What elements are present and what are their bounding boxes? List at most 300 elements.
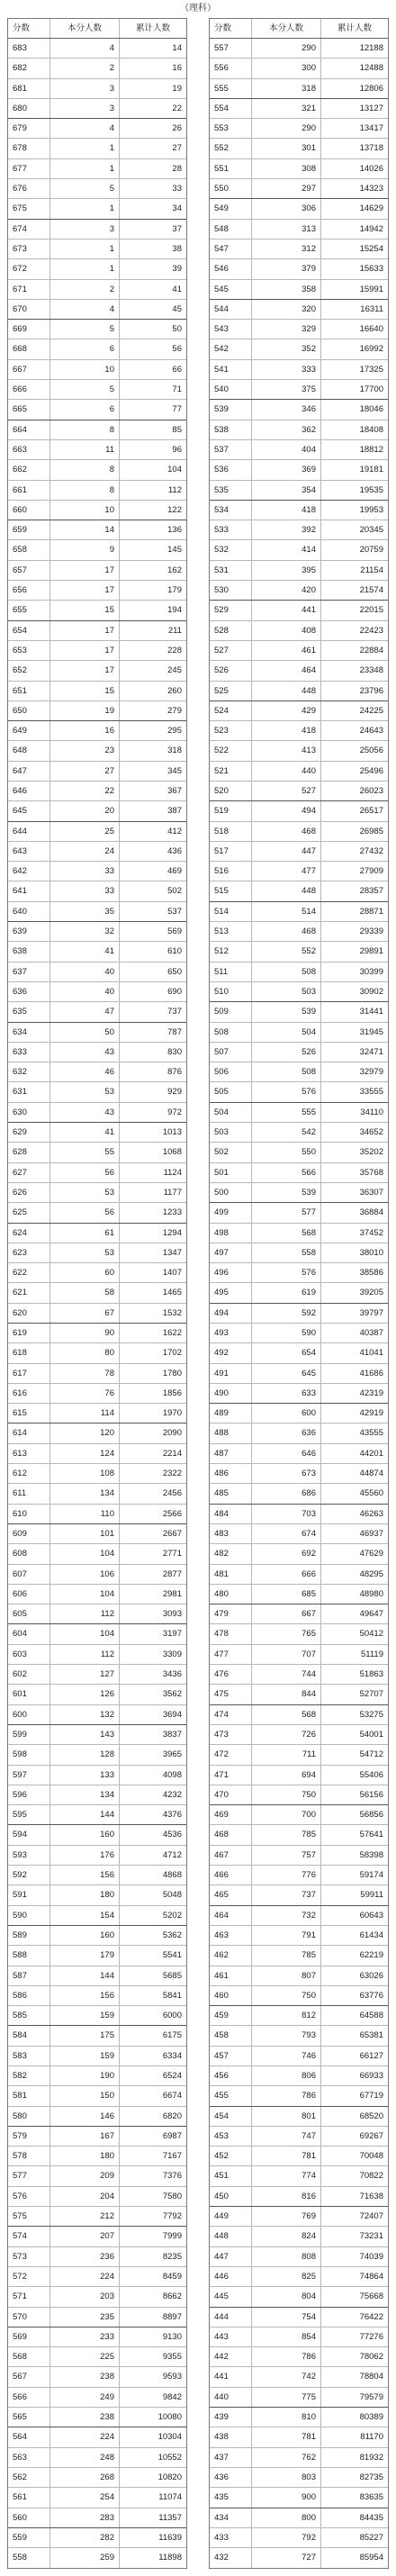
count-cell: 3 [50, 220, 119, 239]
count-cell: 209 [50, 2166, 119, 2185]
score-cell: 557 [214, 43, 229, 53]
table-row [8, 2488, 186, 2508]
table-row [8, 601, 186, 620]
cumulative-cell: 74039 [320, 2247, 388, 2266]
table-row [8, 2026, 186, 2046]
score-cell: 579 [13, 2130, 27, 2141]
count-cell: 568 [251, 1224, 320, 1243]
count-cell: 144 [50, 1966, 119, 1985]
score-cell: 437 [214, 2452, 229, 2463]
cumulative-cell: 63776 [320, 1986, 388, 2005]
count-cell: 4 [50, 300, 119, 319]
score-cell: 635 [13, 1007, 27, 1017]
cumulative-cell: 54712 [320, 1745, 388, 1764]
count-cell: 25 [50, 822, 119, 841]
score-cell: 534 [214, 504, 229, 515]
score-cell: 501 [214, 1167, 229, 1178]
cumulative-cell: 3965 [119, 1745, 186, 1764]
table-row [210, 1183, 388, 1203]
cumulative-cell: 1013 [119, 1123, 186, 1142]
score-cell: 539 [214, 404, 229, 415]
score-cell: 457 [214, 2050, 229, 2061]
score-cell: 450 [214, 2191, 229, 2201]
table-row [210, 2026, 388, 2046]
table-row [8, 2408, 186, 2427]
cumulative-cell: 145 [119, 540, 186, 559]
table-row [8, 2388, 186, 2408]
count-cell: 793 [251, 2026, 320, 2045]
count-cell: 825 [251, 2267, 320, 2286]
score-cell: 591 [13, 1890, 27, 1901]
count-cell: 67 [50, 1304, 119, 1323]
count-cell: 235 [50, 2308, 119, 2327]
table-row [210, 1424, 388, 1443]
score-cell: 678 [13, 143, 27, 154]
table-row [210, 1283, 388, 1303]
count-cell: 633 [251, 1384, 320, 1403]
table-row [8, 1343, 186, 1363]
count-cell: 160 [50, 1926, 119, 1945]
table-row [210, 1243, 388, 1263]
table-row [210, 881, 388, 901]
count-cell: 2 [50, 59, 119, 77]
cumulative-cell: 11898 [119, 2548, 186, 2568]
cumulative-cell: 12806 [320, 79, 388, 98]
table-row [8, 721, 186, 741]
score-cell: 676 [13, 184, 27, 194]
score-cell: 478 [214, 1629, 229, 1640]
cumulative-cell: 45 [119, 300, 186, 319]
table-row [210, 2047, 388, 2066]
cumulative-cell: 8235 [119, 2247, 186, 2266]
table-row [8, 782, 186, 801]
count-cell: 128 [50, 1745, 119, 1764]
count-cell: 1 [50, 199, 119, 218]
table-row [8, 1384, 186, 1404]
cumulative-cell: 44874 [320, 1464, 388, 1483]
cumulative-cell: 211 [119, 621, 186, 640]
count-cell: 726 [251, 1725, 320, 1744]
count-cell: 101 [50, 1524, 119, 1543]
cumulative-cell: 77 [119, 400, 186, 419]
score-cell: 601 [13, 1689, 27, 1700]
count-cell: 134 [50, 1785, 119, 1804]
score-cell: 474 [214, 1709, 229, 1720]
cumulative-cell: 2771 [119, 1544, 186, 1563]
score-cell: 483 [214, 1528, 229, 1539]
count-cell: 180 [50, 1885, 119, 1904]
table-row [8, 1364, 186, 1384]
table-row [8, 2166, 186, 2186]
table-row [210, 601, 388, 620]
table-header-row [210, 19, 388, 39]
cumulative-cell: 6334 [119, 2047, 186, 2065]
table-row [8, 1585, 186, 1604]
count-cell: 757 [251, 1846, 320, 1865]
count-cell: 132 [50, 1705, 119, 1724]
count-cell: 750 [251, 1785, 320, 1804]
score-cell: 622 [13, 1268, 27, 1279]
score-cell: 550 [214, 184, 229, 194]
table-row [210, 481, 388, 501]
cumulative-cell: 22015 [320, 601, 388, 619]
cumulative-cell: 11074 [119, 2488, 186, 2507]
cumulative-cell: 69267 [320, 2127, 388, 2146]
table-row [8, 641, 186, 661]
count-cell: 514 [251, 902, 320, 921]
table-row [210, 1082, 388, 1102]
table-row [210, 1885, 388, 1905]
count-cell: 159 [50, 2006, 119, 2025]
count-cell: 41 [50, 942, 119, 961]
count-cell: 180 [50, 2147, 119, 2165]
table-row [210, 1846, 388, 1866]
count-cell: 526 [251, 1043, 320, 1062]
count-cell: 133 [50, 1766, 119, 1785]
score-cell: 666 [13, 384, 27, 395]
cumulative-cell: 75668 [320, 2287, 388, 2306]
score-cell: 525 [214, 685, 229, 696]
cumulative-cell: 48295 [320, 1565, 388, 1584]
cumulative-cell: 22 [119, 99, 186, 118]
count-cell: 154 [50, 1906, 119, 1925]
count-cell: 126 [50, 1685, 119, 1704]
table-row [210, 1725, 388, 1745]
count-cell: 306 [251, 199, 320, 218]
count-cell: 566 [251, 1163, 320, 1182]
count-cell: 673 [251, 1464, 320, 1483]
score-cell: 489 [214, 1408, 229, 1419]
score-cell: 475 [214, 1689, 229, 1700]
table-row [210, 2187, 388, 2207]
count-cell: 308 [251, 159, 320, 178]
score-cell: 608 [13, 1549, 27, 1559]
count-cell: 207 [50, 2227, 119, 2246]
score-cell: 586 [13, 1990, 27, 2001]
count-cell: 301 [251, 139, 320, 158]
score-cell: 648 [13, 746, 27, 756]
count-cell: 900 [251, 2488, 320, 2507]
score-cell: 497 [214, 1247, 229, 1258]
cumulative-cell: 76422 [320, 2308, 388, 2327]
score-cell: 528 [214, 625, 229, 636]
score-cell: 583 [13, 2050, 27, 2061]
score-cell: 613 [13, 1448, 27, 1459]
cumulative-cell: 18046 [320, 400, 388, 419]
count-cell: 700 [251, 1805, 320, 1824]
cumulative-cell: 14629 [320, 199, 388, 218]
table-row [210, 661, 388, 681]
cumulative-cell: 46263 [320, 1505, 388, 1523]
score-cell: 628 [13, 1147, 27, 1158]
count-cell: 568 [251, 1705, 320, 1724]
table-row [8, 1424, 186, 1443]
cumulative-cell: 9355 [119, 2347, 186, 2366]
table-row [210, 1263, 388, 1283]
count-cell: 395 [251, 561, 320, 580]
table-row [210, 1123, 388, 1143]
score-cell: 616 [13, 1387, 27, 1398]
count-cell: 742 [251, 2367, 320, 2386]
score-cell: 477 [214, 1649, 229, 1659]
count-cell: 413 [251, 741, 320, 760]
count-cell: 555 [251, 1103, 320, 1122]
table-row [8, 420, 186, 440]
table-row [8, 581, 186, 601]
cumulative-cell: 569 [119, 922, 186, 941]
count-cell: 429 [251, 701, 320, 720]
cumulative-cell: 20759 [320, 540, 388, 559]
count-cell: 17 [50, 581, 119, 600]
cumulative-cell: 41686 [320, 1364, 388, 1383]
table-row [210, 99, 388, 119]
score-cell: 634 [13, 1026, 27, 1037]
cumulative-cell: 65381 [320, 2026, 388, 2045]
table-row [8, 39, 186, 59]
cumulative-cell: 58398 [320, 1846, 388, 1865]
table-row [8, 842, 186, 862]
cumulative-cell: 41041 [320, 1343, 388, 1362]
table-row [210, 762, 388, 782]
table-row [210, 1585, 388, 1604]
table-row [210, 220, 388, 240]
table-row [210, 2528, 388, 2548]
score-cell: 636 [13, 986, 27, 997]
table-row [8, 2367, 186, 2387]
table-row [8, 2287, 186, 2307]
score-cell: 540 [214, 384, 229, 395]
count-cell: 542 [251, 1123, 320, 1142]
cumulative-cell: 16640 [320, 320, 388, 339]
table-row [210, 501, 388, 520]
table-row [8, 2107, 186, 2127]
cumulative-cell: 36884 [320, 1203, 388, 1222]
table-row [8, 2347, 186, 2367]
score-cell: 461 [214, 1970, 229, 1981]
count-cell: 156 [50, 1866, 119, 1885]
table-row [210, 1604, 388, 1624]
count-cell: 786 [251, 2347, 320, 2366]
table-row [210, 581, 388, 601]
score-cell: 574 [13, 2231, 27, 2242]
table-header-row [8, 19, 186, 39]
table-row [8, 1926, 186, 1946]
table-row [8, 2187, 186, 2207]
cumulative-cell: 44201 [320, 1444, 388, 1463]
count-cell: 590 [251, 1324, 320, 1342]
count-cell: 212 [50, 2207, 119, 2226]
score-cell: 466 [214, 1870, 229, 1881]
cumulative-cell: 82735 [320, 2468, 388, 2487]
count-cell: 179 [50, 1946, 119, 1965]
count-cell: 785 [251, 1946, 320, 1965]
table-row [8, 1624, 186, 1644]
cumulative-cell: 33 [119, 179, 186, 198]
cumulative-cell: 1177 [119, 1183, 186, 1202]
cumulative-cell: 5202 [119, 1906, 186, 1925]
score-cell: 560 [13, 2512, 27, 2523]
table-row [210, 2388, 388, 2408]
score-cell: 473 [214, 1729, 229, 1740]
cumulative-cell: 56 [119, 339, 186, 358]
table-row [8, 1203, 186, 1223]
cumulative-cell: 51119 [320, 1645, 388, 1664]
count-cell: 110 [50, 1505, 119, 1523]
score-cell: 476 [214, 1669, 229, 1680]
count-cell: 60 [50, 1263, 119, 1282]
table-row [8, 661, 186, 681]
table-row [8, 1444, 186, 1464]
count-cell: 404 [251, 440, 320, 459]
count-cell: 297 [251, 179, 320, 198]
score-cell: 547 [214, 243, 229, 254]
table-row [210, 862, 388, 881]
count-cell: 17 [50, 661, 119, 680]
score-cell: 508 [214, 1026, 229, 1037]
cumulative-cell: 80389 [320, 2408, 388, 2427]
count-cell: 225 [50, 2347, 119, 2366]
score-cell: 541 [214, 364, 229, 375]
count-cell: 503 [251, 982, 320, 1001]
count-cell: 808 [251, 2247, 320, 2266]
table-row [8, 1885, 186, 1905]
cumulative-cell: 10080 [119, 2408, 186, 2427]
cumulative-cell: 50 [119, 320, 186, 339]
table-row [210, 420, 388, 440]
table-row [8, 2207, 186, 2227]
table-row [210, 1805, 388, 1825]
score-cell: 548 [214, 223, 229, 234]
table-row [8, 259, 186, 279]
score-cell: 512 [214, 946, 229, 957]
table-row [8, 159, 186, 179]
cumulative-cell: 13417 [320, 119, 388, 138]
table-row [8, 881, 186, 901]
table-row [8, 1023, 186, 1043]
cumulative-cell: 1465 [119, 1283, 186, 1302]
table-row [8, 2548, 186, 2568]
count-cell: 791 [251, 1926, 320, 1945]
score-cell: 633 [13, 1046, 27, 1057]
score-cell: 624 [13, 1227, 27, 1238]
cumulative-cell: 690 [119, 982, 186, 1001]
column-header-score: 分数 [13, 23, 31, 33]
count-cell: 592 [251, 1304, 320, 1323]
score-cell: 626 [13, 1187, 27, 1198]
table-row [210, 922, 388, 942]
score-cell: 575 [13, 2211, 27, 2222]
table-row [210, 842, 388, 862]
table-row [8, 240, 186, 259]
table-row [8, 682, 186, 701]
table-row [210, 2448, 388, 2468]
cumulative-cell: 6524 [119, 2066, 186, 2085]
cumulative-cell: 16 [119, 59, 186, 77]
count-cell: 464 [251, 661, 320, 680]
table-row [210, 1524, 388, 1544]
count-cell: 24 [50, 842, 119, 861]
table-row [8, 1002, 186, 1022]
score-cell: 681 [13, 83, 27, 94]
cumulative-cell: 7792 [119, 2207, 186, 2226]
cumulative-cell: 42319 [320, 1384, 388, 1403]
score-cell: 657 [13, 565, 27, 575]
table-row [210, 1645, 388, 1665]
table-row [8, 2308, 186, 2327]
count-cell: 468 [251, 922, 320, 941]
table-row [210, 400, 388, 420]
score-cell: 518 [214, 826, 229, 836]
count-cell: 816 [251, 2187, 320, 2206]
count-cell: 646 [251, 1444, 320, 1463]
table-row [210, 2166, 388, 2186]
table-row [8, 1825, 186, 1845]
table-row [210, 1906, 388, 1926]
score-cell: 549 [214, 203, 229, 214]
score-cell: 644 [13, 826, 27, 836]
cumulative-cell: 38586 [320, 1263, 388, 1282]
score-cell: 455 [214, 2091, 229, 2101]
cumulative-cell: 19181 [320, 460, 388, 479]
score-cell: 511 [214, 966, 229, 977]
cumulative-cell: 70048 [320, 2147, 388, 2165]
cumulative-cell: 6000 [119, 2006, 186, 2025]
table-row [210, 741, 388, 761]
count-cell: 6 [50, 339, 119, 358]
count-cell: 46 [50, 1062, 119, 1081]
cumulative-cell: 876 [119, 1062, 186, 1081]
count-cell: 313 [251, 220, 320, 239]
score-cell: 580 [13, 2111, 27, 2121]
table-row [210, 1043, 388, 1062]
count-cell: 674 [251, 1524, 320, 1543]
table-row [8, 280, 186, 300]
cumulative-cell: 70822 [320, 2166, 388, 2185]
table-row [210, 1444, 388, 1464]
score-cell: 505 [214, 1087, 229, 1098]
score-cell: 646 [13, 785, 27, 796]
table-row [8, 2066, 186, 2086]
cumulative-cell: 50412 [320, 1624, 388, 1643]
cumulative-cell: 28357 [320, 881, 388, 900]
cumulative-cell: 162 [119, 561, 186, 580]
score-cell: 458 [214, 2030, 229, 2041]
table-row [210, 2548, 388, 2568]
cumulative-cell: 5685 [119, 1966, 186, 1985]
table-row [8, 2147, 186, 2166]
cumulative-cell: 96 [119, 440, 186, 459]
score-cell: 584 [13, 2030, 27, 2041]
table-row [8, 1524, 186, 1544]
cumulative-cell: 55406 [320, 1766, 388, 1785]
cumulative-cell: 38 [119, 240, 186, 258]
count-cell: 636 [251, 1424, 320, 1442]
table-row [8, 741, 186, 761]
cumulative-cell: 228 [119, 641, 186, 660]
score-cell: 625 [13, 1207, 27, 1218]
count-cell: 160 [50, 1825, 119, 1844]
table-row [210, 1002, 388, 1022]
table-row [210, 2207, 388, 2227]
cumulative-cell: 11639 [119, 2528, 186, 2547]
cumulative-cell: 345 [119, 762, 186, 781]
count-cell: 333 [251, 360, 320, 379]
score-cell: 607 [13, 1568, 27, 1579]
cumulative-cell: 367 [119, 782, 186, 800]
cumulative-cell: 5362 [119, 1926, 186, 1945]
count-cell: 56 [50, 1203, 119, 1222]
count-cell: 667 [251, 1604, 320, 1623]
